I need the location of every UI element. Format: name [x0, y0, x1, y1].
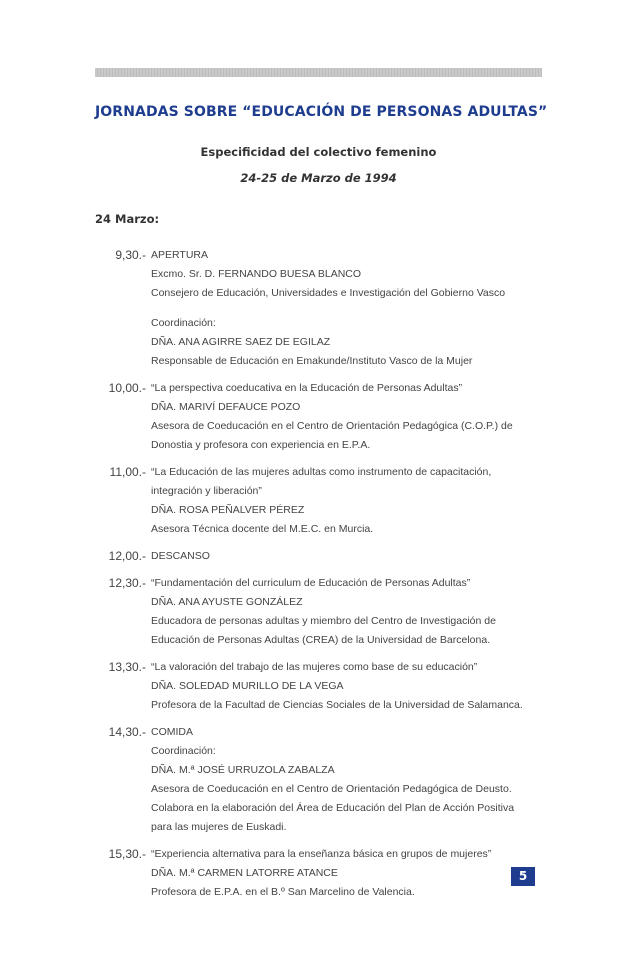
- schedule-entry: [0, 658, 638, 715]
- entry-line: Asesora de Coeducación en el Centro de Orientación Pedagógica (C.O.P.) de: [151, 420, 513, 432]
- entry-line: Coordinación:: [151, 317, 216, 329]
- schedule-entry: [0, 547, 638, 566]
- entry-time: 15,30.-: [108, 847, 146, 861]
- entry-body: [151, 574, 561, 650]
- entry-line: Asesora Técnica docente del M.E.C. en Murcia.: [151, 523, 374, 535]
- entry-line: DÑA. SOLEDAD MURILLO DE LA VEGA: [151, 680, 344, 692]
- day-heading: 24 Marzo:: [95, 212, 160, 226]
- entry-line: DÑA. ANA AYUSTE GONZÁLEZ: [151, 596, 303, 608]
- entry-line: Asesora de Coeducación en el Centro de Orientación Pedagógica de Deusto.: [151, 783, 512, 795]
- entry-time: 12,30.-: [108, 576, 146, 590]
- entry-line: Excmo. Sr. D. FERNANDO BUESA BLANCO: [151, 268, 362, 280]
- entry-line: Responsable de Educación en Emakunde/Instituto Vasco de la Mujer: [151, 355, 473, 367]
- entry-line: Educadora de personas adultas y miembro del Centro de Investigación de: [151, 615, 496, 627]
- entry-line: Profesora de E.P.A. en el B.º San Marcelino de Valencia.: [151, 886, 415, 898]
- entry-body: [151, 379, 561, 455]
- entry-line: DÑA. ROSA PEÑALVER PÉREZ: [151, 504, 305, 516]
- entry-line: Coordinación:: [151, 745, 216, 757]
- schedule-entry: [0, 463, 638, 539]
- entry-body: [151, 723, 561, 837]
- page-title: JORNADAS SOBRE “EDUCACIÓN DE PERSONAS ADULTAS”: [95, 104, 548, 120]
- entry-line: DÑA. MARIVÍ DEFAUCE POZO: [151, 401, 301, 413]
- entry-line: Consejero de Educación, Universidades e Investigación del Gobierno Vasco: [151, 287, 506, 299]
- block-spacer: [151, 303, 561, 314]
- entry-line: APERTURA: [151, 249, 208, 261]
- entry-body: [151, 658, 561, 715]
- entry-time: 14,30.-: [108, 725, 146, 739]
- entry-line: DÑA. ANA AGIRRE SAEZ DE EGILAZ: [151, 336, 331, 348]
- schedule-entry: [0, 574, 638, 650]
- entry-line: “La valoración del trabajo de las mujeres como base de su educación”: [151, 661, 478, 673]
- entry-line: Donostia y profesora con experiencia en E.P.A.: [151, 439, 371, 451]
- entry-line: “Experiencia alternativa para la enseñanza básica en grupos de mujeres”: [151, 848, 492, 860]
- entry-line: Colabora en la elaboración del Área de Educación del Plan de Acción Positiva: [151, 802, 515, 814]
- entry-body: [151, 547, 561, 566]
- entry-line: COMIDA: [151, 726, 193, 738]
- entry-body: [151, 463, 561, 539]
- entry-line: Profesora de la Facultad de Ciencias Sociales de la Universidad de Salamanca.: [151, 699, 523, 711]
- entry-body: [151, 246, 561, 371]
- entry-time: 10,00.-: [108, 381, 146, 395]
- schedule-entry: [0, 246, 638, 371]
- schedule-entry: [0, 379, 638, 455]
- entry-time: 13,30.-: [108, 660, 146, 674]
- entry-time: 11,00.-: [109, 465, 146, 479]
- entry-line: para las mujeres de Euskadi.: [151, 821, 287, 833]
- header-rule: [95, 68, 542, 77]
- schedule-entry: [0, 723, 638, 837]
- entry-line: “Fundamentación del curriculum de Educación de Personas Adultas”: [151, 577, 471, 589]
- event-dates: 24-25 de Marzo de 1994: [240, 171, 397, 185]
- entry-line: “La perspectiva coeducativa en la Educación de Personas Adultas”: [151, 382, 463, 394]
- schedule-entry: [0, 845, 638, 902]
- entry-line: DÑA. M.ª JOSÉ URRUZOLA ZABALZA: [151, 764, 335, 776]
- entry-body: [151, 845, 561, 902]
- entry-line: “La Educación de las mujeres adultas como instrumento de capacitación,: [151, 466, 492, 478]
- entry-line: DÑA. M.ª CARMEN LATORRE ATANCE: [151, 867, 338, 879]
- entry-line: Educación de Personas Adultas (CREA) de la Universidad de Barcelona.: [151, 634, 491, 646]
- entry-time: 12,00.-: [108, 549, 146, 563]
- entry-line: integración y liberación”: [151, 485, 262, 497]
- entry-line: DESCANSO: [151, 550, 210, 562]
- page-subtitle: Especificidad del colectivo femenino: [200, 145, 437, 159]
- entry-time: 9,30.-: [115, 248, 146, 262]
- page-number: 5: [511, 867, 535, 886]
- schedule-list: [0, 246, 638, 910]
